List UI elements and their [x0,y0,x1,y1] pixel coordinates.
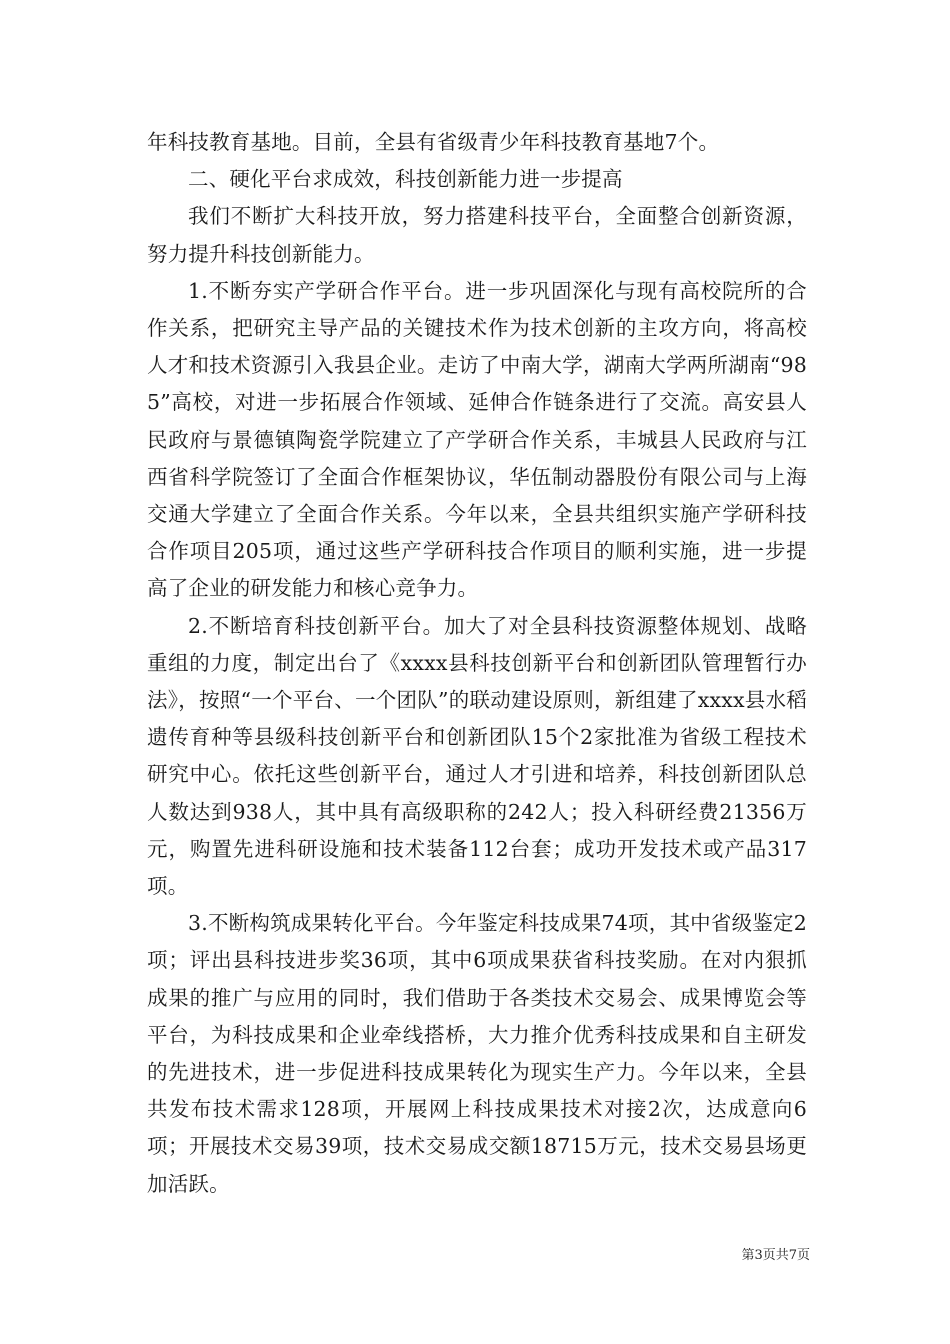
page-number: 第3页共7页 [741,1248,810,1263]
paragraph-item-2: 2.不断培育科技创新平台。加大了对全县科技资源整体规划、战略重组的力度，制定出台了《xxxx县科技创新平台和创新团队管理暂行办法》，按照“一个平台、一个团队”的联动建设原则，新组建了xxxx县水稻遗传育种等县级科技创新平台和创新团队15个2家批准为省级工程技术研究中心。依托这些创新平台，通过人才引进和培养，科技创新团队总人数达到938人，其中具有高级职称的242人；投入科研经费21356万元，购置先进科研设施和技术装备112台套；成功开发技术或产品317项。 [147,613,807,899]
paragraph-item-3: 3.不断构筑成果转化平台。今年鉴定科技成果74项，其中省级鉴定2项；评出县科技进步奖36项，其中6项成果获省科技奖励。在对内狠抓成果的推广与应用的同时，我们借助于各类技术交易会、成果博览会等平台，为科技成果和企业牵线搭桥，大力推介优秀科技成果和自主研发的先进技术，进一步促进科技成果转化为现实生产力。今年以来，全县共发布技术需求128项，开展网上科技成果技术对接2次，达成意向6项；开展技术交易39项，技术交易成交额18715万元，技术交易县场更加活跃。 [147,911,807,1196]
paragraph-intro: 我们不断扩大科技开放，努力搭建科技平台，全面整合创新资源，努力提升科技创新能力。 [147,204,807,266]
paragraph-continuation: 年科技教育基地。目前，全县有省级青少年科技教育基地7个。 [147,130,720,154]
document-body [147,124,807,1203]
paragraph-item-1: 1.不断夯实产学研合作平台。进一步巩固深化与现有高校院所的合作关系，把研究主导产品的关键技术作为技术创新的主攻方向，将高校人才和技术资源引入我县企业。走访了中南大学，湖南大学两所湖南“985”高校，对进一步拓展合作领域、延伸合作链条进行了交流。高安县人民政府与景德镇陶瓷学院建立了产学研合作关系，丰城县人民政府与江西省科学院签订了全面合作框架协议，华伍制动器股份有限公司与上海交通大学建立了全面合作关系。今年以来，全县共组织实施产学研科技合作项目205项，通过这些产学研科技合作项目的顺利实施，进一步提高了企业的研发能力和核心竞争力。 [147,278,807,601]
section-heading: 二、硬化平台求成效，科技创新能力进一步提高 [188,167,623,192]
